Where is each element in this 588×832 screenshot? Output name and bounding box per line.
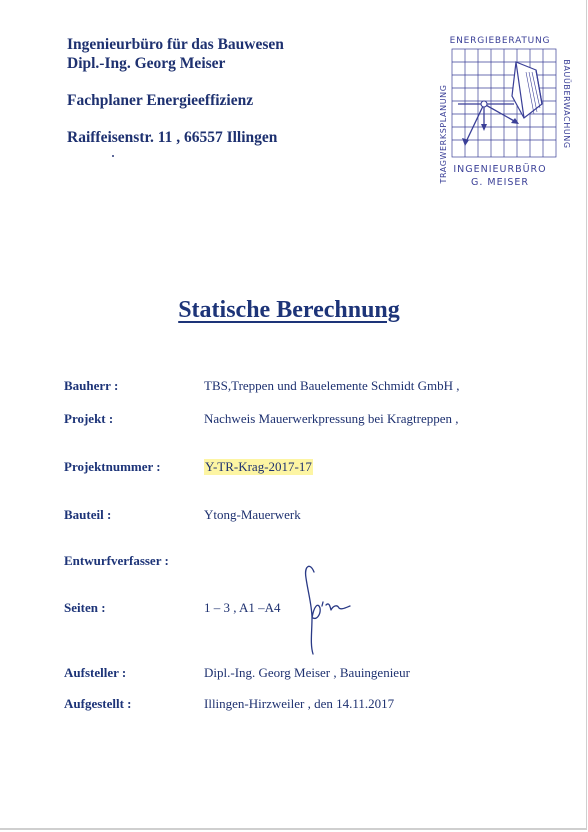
- project-number-highlighted: Y-TR-Krag-2017-17: [205, 459, 312, 474]
- logo-house-shape: [512, 62, 542, 118]
- field-row-projekt: [64, 411, 564, 431]
- field-row-aufsteller: [64, 665, 564, 685]
- field-label: Entwurfverfasser :: [64, 553, 169, 568]
- field-value: TBS,Treppen und Bauelemente Schmidt GmbH ,: [204, 378, 460, 393]
- field-value: Ytong-Mauerwerk: [204, 507, 301, 522]
- logo-right-text: BAUÜBERWACHUNG: [562, 59, 571, 149]
- field-label: Aufgestellt :: [64, 696, 132, 711]
- field-value: Nachweis Mauerwerkpressung bei Kragtreppen ,: [204, 411, 459, 426]
- stray-dot: [112, 155, 114, 157]
- field-label: Bauteil :: [64, 507, 112, 522]
- field-label: Aufsteller :: [64, 665, 127, 680]
- field-label: Bauherr :: [64, 378, 119, 393]
- address: Raiffeisenstr. 11 , 66557 Illingen: [67, 129, 278, 146]
- document-title: Statische Berechnung: [178, 297, 400, 323]
- field-row-aufgestellt: [64, 696, 564, 716]
- field-label: Projektnummer :: [64, 459, 161, 474]
- logo-bottom-line2: G. MEISER: [470, 177, 530, 188]
- engineer-name: Dipl.-Ing. Georg Meiser: [67, 55, 226, 72]
- field-value: 1 – 3 , A1 –A4: [204, 600, 281, 615]
- field-label: Projekt :: [64, 411, 114, 426]
- field-row-bauherr: [64, 378, 564, 398]
- field-row-bauteil: [64, 507, 564, 527]
- field-value: Illingen-Hirzweiler , den 14.11.2017: [204, 696, 395, 711]
- logo-bottom-line1: INGENIEURBÜRO: [453, 164, 547, 175]
- company-logo: [416, 32, 576, 192]
- specialization: Fachplaner Energieeffizienz: [67, 92, 254, 109]
- handwritten-signature: [296, 558, 360, 660]
- logo-top-text: ENERGIEBERATUNG: [449, 36, 551, 46]
- field-row-projektnummer: [64, 459, 564, 479]
- logo-left-text: TRAGWERKSPLANUNG: [439, 84, 448, 184]
- office-name: Ingenieurbüro für das Bauwesen: [67, 36, 284, 53]
- field-value: Dipl.-Ing. Georg Meiser , Bauingenieur: [204, 665, 410, 680]
- field-label: Seiten :: [64, 600, 106, 615]
